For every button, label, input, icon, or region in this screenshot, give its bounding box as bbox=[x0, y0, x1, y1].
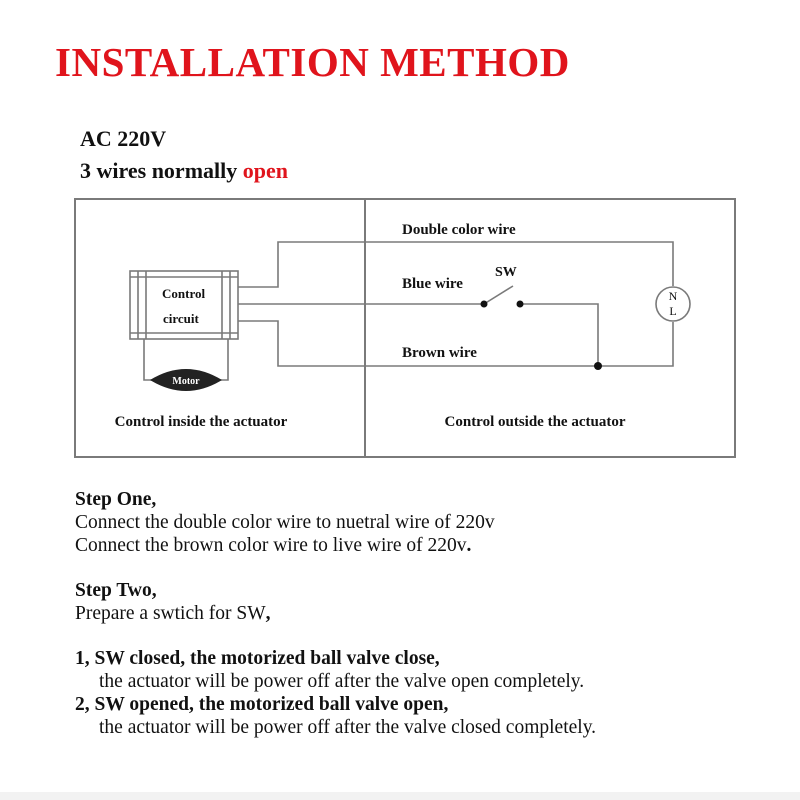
load-n-label: N bbox=[668, 289, 678, 303]
switch-blade bbox=[484, 286, 513, 304]
control-circuit-box bbox=[130, 271, 238, 339]
item2-detail: the actuator will be power off after the valve closed completely. bbox=[99, 717, 597, 738]
inside-caption: Control inside the actuator bbox=[114, 414, 288, 430]
step2-line1-row bbox=[75, 602, 596, 625]
step1-line2-row bbox=[75, 534, 596, 557]
brown-wire-label: Brown wire bbox=[402, 345, 477, 361]
voltage-spec: AC 220V bbox=[80, 126, 167, 151]
switch-contact-left bbox=[481, 301, 488, 308]
load-l-label: L bbox=[669, 304, 677, 318]
control-label-line2: circuit bbox=[163, 311, 199, 326]
blue-wire-label: Blue wire bbox=[402, 276, 463, 292]
step1-heading: Step One, bbox=[75, 489, 157, 510]
step1-line2-end: . bbox=[466, 535, 472, 556]
step1-line2: Connect the brown color wire to live wire of 220v bbox=[75, 535, 467, 556]
junction-dot bbox=[594, 362, 602, 370]
item1-detail: the actuator will be power off after the valve open completely. bbox=[99, 671, 585, 692]
wiring-spec-text: 3 wires normally bbox=[80, 158, 243, 183]
item2-heading: 2, SW opened, the motorized ball valve open, bbox=[75, 694, 449, 715]
instructions bbox=[75, 488, 596, 739]
switch-contact-right bbox=[517, 301, 524, 308]
switch-output-wire bbox=[520, 304, 598, 366]
bottom-strip bbox=[0, 792, 800, 800]
step2-line1: Prepare a swtich for SW bbox=[75, 603, 266, 624]
step1-line1: Connect the double color wire to nuetral wire of 220v bbox=[75, 512, 495, 533]
page-title: INSTALLATION METHOD bbox=[55, 39, 570, 85]
outside-caption: Control outside the actuator bbox=[444, 414, 626, 430]
motor-label: Motor bbox=[172, 376, 200, 387]
sw-label: SW bbox=[495, 265, 517, 280]
double-color-wire-label: Double color wire bbox=[402, 222, 516, 238]
control-label-line1: Control bbox=[162, 286, 206, 301]
step2-line1-end: , bbox=[265, 603, 271, 624]
item1-heading: 1, SW closed, the motorized ball valve close, bbox=[75, 648, 440, 669]
step2-heading: Step Two, bbox=[75, 580, 157, 601]
wiring-spec-highlight: open bbox=[242, 158, 288, 183]
